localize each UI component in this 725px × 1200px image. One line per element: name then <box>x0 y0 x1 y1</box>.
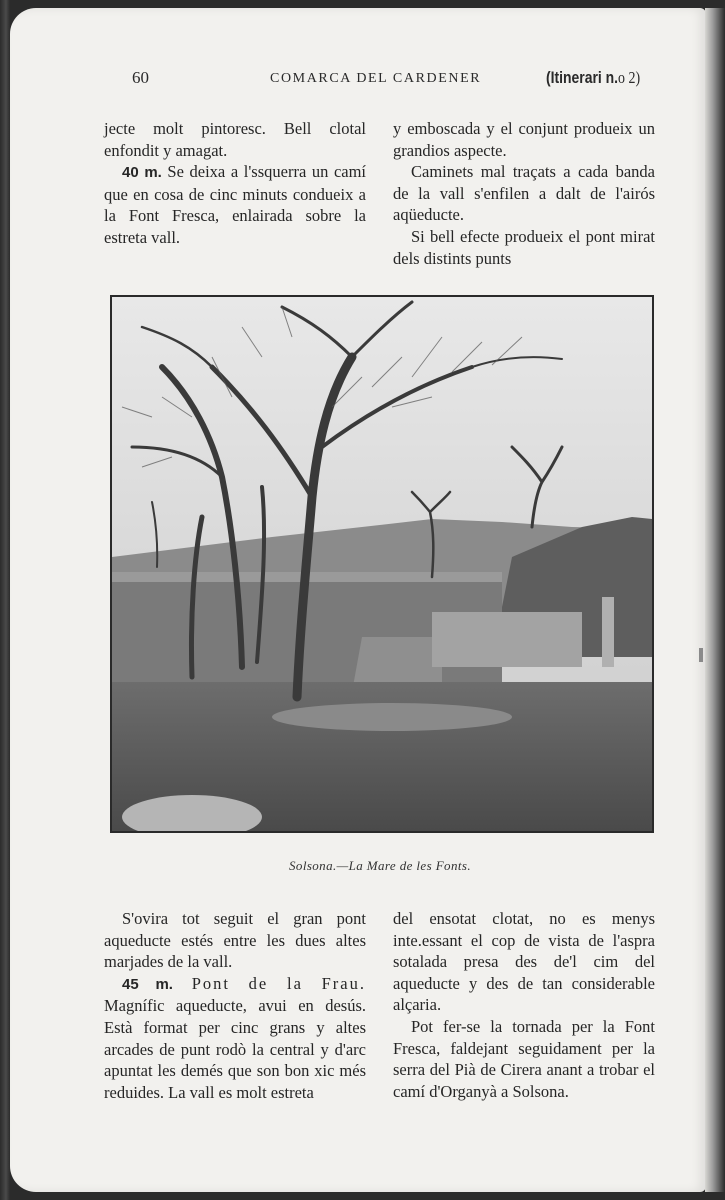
text-column-bottom-right <box>393 908 655 1102</box>
text-column-bottom-left <box>104 908 366 1103</box>
halftone-photograph <box>110 295 654 833</box>
paragraph: S'ovira tot seguit el gran pont aqueducte estés entre les dues altes marjades de la vall. <box>104 909 366 972</box>
paragraph-45m: 45 m. Pont de la Frau. Magnífic aqueducte, avui en desús. Està format per cinc grans y altes arcades de punt rodò la central y d'arc apuntat les demés que son bon xic més reduides. La vall es molt estreta <box>104 973 366 1102</box>
itinerary-label: (Itinerari n.o 2) <box>546 68 641 87</box>
paragraph: jecte molt pintoresc. Bell clotal enfondit y amagat. <box>104 119 366 160</box>
text-column-top-right <box>393 118 655 269</box>
page-edge-mark <box>699 648 703 662</box>
photo-illustration <box>112 297 652 831</box>
itinerary-number: o 2) <box>618 68 641 87</box>
time-marker: 45 m. <box>122 975 173 993</box>
paragraph: y emboscada y el conjunt produeix un grandios aspecte. <box>393 119 655 160</box>
place-name: Pont de la Frau. <box>172 973 366 993</box>
paragraph: del ensotat clotat, no es menys inte.essant el cop de vista de l'aspra sotalada presa des de'l cim del aqueducte y des de tan considerable alçaria. <box>393 909 655 1015</box>
photo-caption: Solsona.—La Mare de les Fonts. <box>289 858 471 873</box>
book-spine <box>705 8 725 1192</box>
paragraph: Caminets mal traçats a cada banda de la vall s'enfilen a dalt de l'airós aqüeducte. <box>393 162 655 225</box>
paragraph: Si bell efecte produeix el pont mirat dels distints punts <box>393 226 655 268</box>
paragraph-40m: 40 m. Se deixa a l'ssquerra un camí que en cosa de cinc minuts condueix a la Font Fresca, enlairada sobre la estreta vall. <box>104 162 367 247</box>
running-title: COMARCA DEL CARDENER <box>270 71 482 86</box>
stone-pillar <box>602 597 614 667</box>
fountain-basin <box>432 612 582 667</box>
time-marker: 40 m. <box>122 164 162 182</box>
text-column-top-left <box>104 118 366 249</box>
page-number: 60 <box>132 68 149 87</box>
page-header <box>0 68 725 92</box>
paragraph: Pot fer-se la tornada per la Font Fresca, faldejant seguidament per la serra del Pià de Cirera anant a trobar el camí d'Organyà a Solsona. <box>393 1016 655 1101</box>
